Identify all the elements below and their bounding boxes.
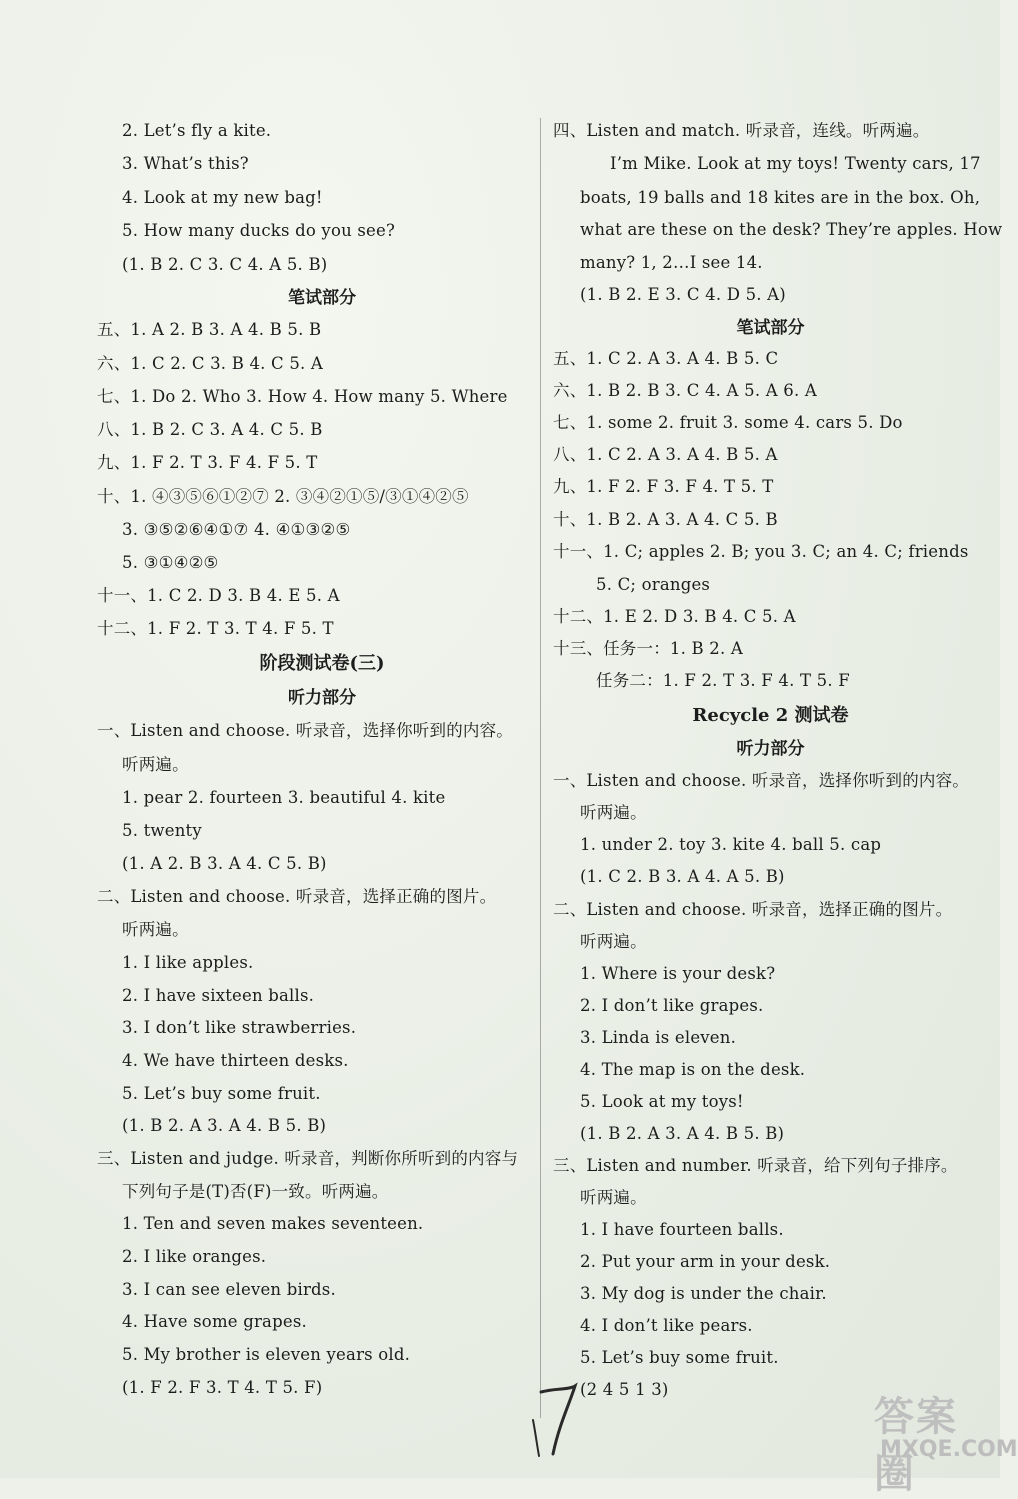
question-instruction: 下列句子是(T)否(F)一致。听两遍。 [122,1182,389,1201]
answer-line: 六、1. B 2. B 3. C 4. A 5. A 6. A [553,381,817,400]
answer-line: 任务二：1. F 2. T 3. F 4. T 5. F [596,671,850,690]
listening-sentence: 5. Let’s buy some fruit. [580,1348,779,1367]
answer-line: 5. ③①④②⑤ [122,553,219,572]
answer-line: (2 4 5 1 3) [580,1380,669,1399]
passage-line: boats, 19 balls and 18 kites are in the box. Oh, [580,188,981,207]
listening-sentence: 2. Let’s fly a kite. [122,121,272,140]
listening-sentence: 5. twenty [122,821,202,840]
answer-line: 七、1. Do 2. Who 3. How 4. How many 5. Where [97,387,508,406]
answer-line: (1. C 2. B 3. A 4. A 5. B) [580,867,785,886]
section-heading: 听力部分 [288,688,356,708]
answer-line: 十一、1. C 2. D 3. B 4. E 5. A [97,586,340,605]
question-instruction: 听两遍。 [580,932,647,951]
listening-sentence: 2. I don’t like grapes. [580,996,764,1015]
question-instruction: 三、Listen and judge. 听录音，判断你所听到的内容与 [97,1149,519,1168]
question-instruction: 四、Listen and match. 听录音，连线。听两遍。 [553,121,930,140]
watermark-text: 答案圈 [874,1394,958,1497]
question-instruction: 一、Listen and choose. 听录音，选择你听到的内容。 [553,771,969,790]
question-instruction: 听两遍。 [580,803,647,822]
answer-line: (1. B 2. A 3. A 4. B 5. B) [122,1116,327,1135]
listening-sentence: 3. I don’t like strawberries. [122,1018,357,1037]
answer-line: (1. B 2. E 3. C 4. D 5. A) [580,285,786,304]
question-instruction: 听两遍。 [122,755,189,774]
answer-line: 十一、1. C; apples 2. B; you 3. C; an 4. C; friends [553,542,969,561]
answer-line: 3. ③⑤②⑥④①⑦ 4. ④①③②⑤ [122,520,351,539]
column-divider [540,118,541,1418]
test-title: 阶段测试卷(三) [259,653,385,674]
answer-line: 5. C; oranges [596,575,711,594]
answer-line: 十二、1. F 2. T 3. T 4. F 5. T [97,619,334,638]
question-instruction: 听两遍。 [580,1188,647,1207]
answer-line: 六、1. C 2. C 3. B 4. C 5. A [97,354,324,373]
question-instruction: 二、Listen and choose. 听录音，选择正确的图片。 [553,900,953,919]
answer-line: (1. B 2. C 3. C 4. A 5. B) [122,255,328,274]
listening-sentence: 5. My brother is eleven years old. [122,1345,411,1364]
listening-sentence: 5. Look at my toys! [580,1092,744,1111]
answer-line: 十三、任务一：1. B 2. A [553,639,743,658]
listening-sentence: 5. Let’s buy some fruit. [122,1084,321,1103]
passage-line: many? 1, 2…I see 14. [580,253,763,272]
listening-sentence: 1. I like apples. [122,953,254,972]
listening-sentence: 1. Ten and seven makes seventeen. [122,1214,424,1233]
answer-line: 九、1. F 2. T 3. F 4. F 5. T [97,453,318,472]
listening-sentence: 2. Put your arm in your desk. [580,1252,831,1271]
answer-line: (1. A 2. B 3. A 4. C 5. B) [122,854,327,873]
test-title: Recycle 2 测试卷 [692,705,849,726]
listening-sentence: 2. I like oranges. [122,1247,267,1266]
answer-line: 十、1. B 2. A 3. A 4. C 5. B [553,510,778,529]
listening-sentence: 3. Linda is eleven. [580,1028,737,1047]
answer-line: 七、1. some 2. fruit 3. some 4. cars 5. Do [553,413,903,432]
listening-sentence: 3. I can see eleven birds. [122,1280,336,1299]
listening-sentence: 1. pear 2. fourteen 3. beautiful 4. kite [122,788,446,807]
passage-line: I’m Mike. Look at my toys! Twenty cars, 17 [610,154,981,173]
listening-sentence: 3. My dog is under the chair. [580,1284,827,1303]
answer-line: 八、1. C 2. A 3. A 4. B 5. A [553,445,778,464]
watermark-logo [870,1385,1018,1497]
listening-sentence: 2. I have sixteen balls. [122,986,315,1005]
section-heading: 笔试部分 [736,318,805,338]
listening-sentence: 4. We have thirteen desks. [122,1051,349,1070]
listening-sentence: 5. How many ducks do you see? [122,221,396,240]
listening-sentence: 4. I don’t like pears. [580,1316,753,1335]
answer-line: 五、1. C 2. A 3. A 4. B 5. C [553,349,779,368]
answer-line: 五、1. A 2. B 3. A 4. B 5. B [97,320,322,339]
question-instruction: 三、Listen and number. 听录音，给下列句子排序。 [553,1156,958,1175]
watermark-url: MXQE.COM [880,1437,1018,1462]
listening-sentence: 4. The map is on the desk. [580,1060,806,1079]
answer-line: (1. B 2. A 3. A 4. B 5. B) [580,1124,785,1143]
answer-line: 九、1. F 2. F 3. F 4. T 5. T [553,477,774,496]
answer-line: (1. F 2. F 3. T 4. T 5. F) [122,1378,323,1397]
answer-line: 八、1. B 2. C 3. A 4. C 5. B [97,420,323,439]
passage-line: what are these on the desk? They’re apples. How [580,220,1003,239]
answer-line: 十、1. ④③⑤⑥①②⑦ 2. ③④②①⑤/③①④②⑤ [97,487,469,506]
question-instruction: 听两遍。 [122,920,189,939]
listening-sentence: 4. Look at my new bag! [122,188,323,207]
question-instruction: 二、Listen and choose. 听录音，选择正确的图片。 [97,887,497,906]
question-instruction: 一、Listen and choose. 听录音，选择你听到的内容。 [97,721,513,740]
section-heading: 笔试部分 [288,288,356,308]
listening-sentence: 3. What’s this? [122,154,249,173]
pen-mark [525,1350,585,1460]
listening-sentence: 1. under 2. toy 3. kite 4. ball 5. cap [580,835,882,854]
section-heading: 听力部分 [736,739,805,759]
listening-sentence: 1. Where is your desk? [580,964,776,983]
listening-sentence: 1. I have fourteen balls. [580,1220,784,1239]
answer-line: 十二、1. E 2. D 3. B 4. C 5. A [553,607,796,626]
listening-sentence: 4. Have some grapes. [122,1312,307,1331]
